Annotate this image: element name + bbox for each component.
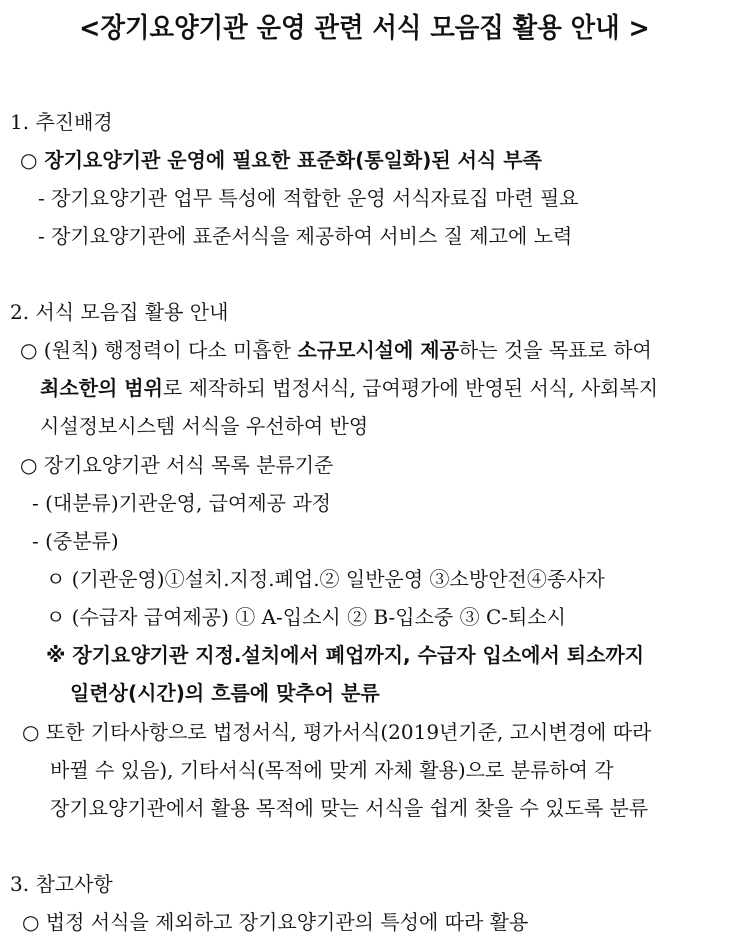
- principle-text-d: 로 제작하되 법정서식, 급여평가에 반영된 서식, 사회복지: [162, 376, 659, 400]
- section2-note-line-2: 일련상(시간)의 흐름에 맞추어 분류: [70, 681, 380, 705]
- section2-heading: 2. 서식 모음집 활용 안내: [10, 300, 229, 324]
- section1-bullet: ○ 장기요양기관 운영에 필요한 표준화(통일화)된 서식 부족: [20, 148, 542, 172]
- section2-sub-institution: ㅇ (기관운영)①설치.지정.폐업.② 일반운영 ③소방안전④종사자: [46, 567, 605, 591]
- section2-principle-line-1: [20, 336, 652, 364]
- section1-heading: 1. 추진배경: [10, 110, 113, 134]
- section2-other-line-1: ○ 또한 기타사항으로 법정서식, 평가서식(2019년기준, 고시변경에 따라: [22, 720, 652, 744]
- section2-major-category: - (대분류)기관운영, 급여제공 과정: [32, 491, 331, 515]
- section2-other-line-2: 바뀔 수 있음), 기타서식(목적에 맞게 자체 활용)으로 분류하여 각: [50, 758, 614, 782]
- principle-text-c: 하는 것을 목표로 하여: [458, 338, 652, 362]
- section2-note-line-1: ※ 장기요양기관 지정.설치에서 폐업까지, 수급자 입소에서 퇴소까지: [46, 643, 645, 667]
- section2-criteria: ○ 장기요양기관 서식 목록 분류기준: [20, 453, 334, 477]
- section2-other-line-3: 장기요양기관에서 활용 목적에 맞는 서식을 쉽게 찾을 수 있도록 분류: [50, 796, 649, 820]
- section3-heading: 3. 참고사항: [10, 872, 113, 896]
- section2-principle-line-2: [40, 374, 658, 402]
- section1-dash-1: - 장기요양기관 업무 특성에 적합한 운영 서식자료집 마련 필요: [38, 186, 579, 210]
- principle-emphasis-small-facility: 소규모시설에 제공: [297, 338, 459, 362]
- principle-text-a: ○ (원칙) 행정력이 다소 미흡한: [20, 338, 298, 362]
- page-title: <장기요양기관 운영 관련 서식 모음집 활용 안내 >: [79, 13, 650, 44]
- section2-middle-category: - (중분류): [32, 529, 119, 553]
- section3-bullet: ○ 법정 서식을 제외하고 장기요양기관의 특성에 따라 활용: [22, 910, 529, 934]
- section2-sub-recipient: ㅇ (수급자 급여제공) ① A-입소시 ② B-입소중 ③ C-퇴소시: [46, 605, 566, 629]
- section2-principle-line-3: 시설정보시스템 서식을 우선하여 반영: [40, 414, 369, 438]
- principle-emphasis-minimum-scope: 최소한의 범위: [40, 376, 163, 400]
- section1-dash-2: - 장기요양기관에 표준서식을 제공하여 서비스 질 제고에 노력: [38, 224, 573, 248]
